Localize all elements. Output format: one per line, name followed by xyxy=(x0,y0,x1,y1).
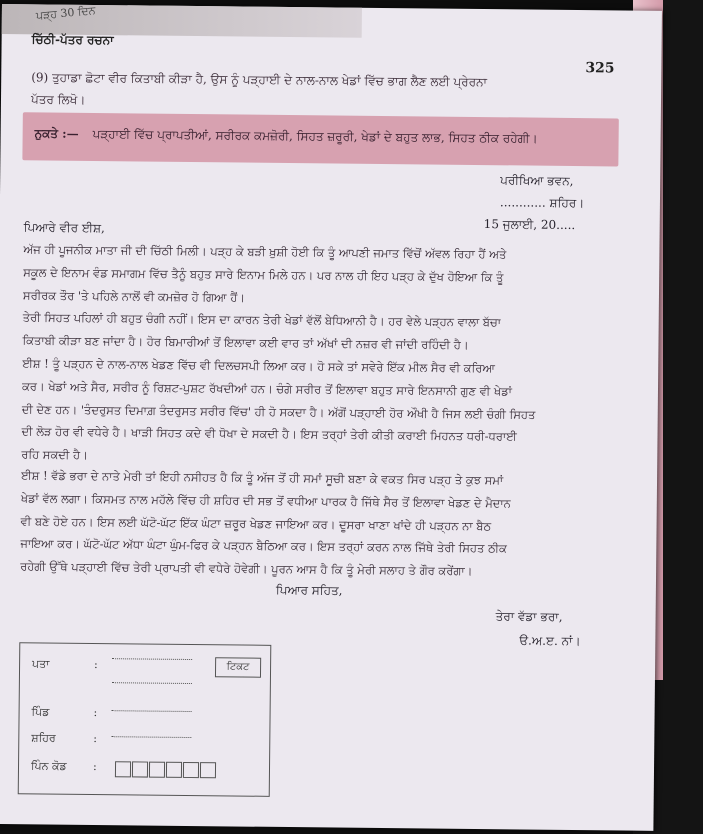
hint-label: ਨੁਕਤੇ :— xyxy=(34,126,79,141)
pin-digit-box xyxy=(183,762,199,778)
question-text: (9) ਤੁਹਾਡਾ ਛੋਟਾ ਵੀਰ ਕਿਤਾਬੀ ਕੀੜਾ ਹੈ, ਉਸ ਨੂੰ ਪੜ੍ਹਾਈ ਦੇ ਨਾਲ-ਨਾਲ ਖੇਡਾਂ ਵਿੱਚ ਭਾਗ ਲੈਣ ਲਈ ਪ੍ਰੇਰਨਾ xyxy=(31,70,488,90)
book-page xyxy=(0,4,662,831)
dotted-line xyxy=(112,710,192,712)
pin-digit-box xyxy=(149,762,165,778)
envelope-city-label: ਸ਼ਹਿਰ xyxy=(31,731,56,745)
paragraph-line: ਈਸ਼ ! ਤੂੰ ਪੜ੍ਹਨ ਦੇ ਨਾਲ-ਨਾਲ ਖੇਡਣ ਵਿੱਚ ਵੀ ਦਿਲਚਸਪੀ ਲਿਆ ਕਰ। ਹੋ ਸਕੇ ਤਾਂ ਸਵੇਰੇ ਇੱਕ ਮੀਲ ਸੈਰ ਵੀ ਕਰਿਆ xyxy=(22,356,495,376)
envelope-village-label: ਪਿੰਡ xyxy=(31,705,50,719)
page-number: 325 xyxy=(585,60,615,77)
section-title: ਚਿੱਠੀ-ਪੱਤਰ ਰਚਨਾ xyxy=(31,32,114,48)
closing-name: ੳ.ਅ.ੲ. ਨਾਂ। xyxy=(519,633,581,649)
envelope-box xyxy=(18,642,272,797)
colon: : xyxy=(92,759,97,774)
paragraph-line: ਤੇਰੀ ਸਿਹਤ ਪਹਿਲਾਂ ਹੀ ਬਹੁਤ ਚੰਗੀ ਨਹੀਂ। ਇਸ ਦਾ ਕਾਰਨ ਤੇਰੀ ਖੇਡਾਂ ਵੱਲੋਂ ਬੇਧਿਆਨੀ ਹੈ। ਹਰ ਵੇਲੇ ਪੜ੍ਹਨ ਵਾਲਾ ਬੱਚਾ xyxy=(22,310,502,330)
closing-brother: ਤੇਰਾ ਵੱਡਾ ਭਰਾ, xyxy=(495,609,563,624)
dotted-line xyxy=(112,682,192,684)
colon: : xyxy=(93,731,98,746)
dotted-line xyxy=(112,658,192,660)
paragraph-2 xyxy=(22,306,501,357)
question-text-cont: ਪੱਤਰ ਲਿਖੋ। xyxy=(30,92,86,107)
paragraph-1 xyxy=(23,238,507,311)
colon: : xyxy=(94,658,98,672)
pin-digit-box xyxy=(132,761,148,777)
colon: : xyxy=(93,705,98,720)
paragraph-line: ਕਿਤਾਬੀ ਕੀੜਾ ਬਣ ਜਾਂਦਾ ਹੈ। ਹੋਰ ਬਿਮਾਰੀਆਂ ਤੋਂ ਇਲਾਵਾ ਕਈ ਵਾਰ ਤਾਂ ਅੱਖਾਂ ਦੀ ਨਜ਼ਰ ਵੀ ਜਾਂਦੀ ਰਹਿੰਦੀ ਹੈ। xyxy=(22,333,469,352)
paragraph-line: ਵੀ ਬਣੇ ਹੋਏ ਹਨ। ਇਸ ਲਈ ਘੱਟੋ-ਘੱਟ ਇੱਕ ਘੰਟਾ ਜ਼ਰੂਰ ਖੇਡਣ ਜਾਇਆ ਕਰ। ਦੂਸਰਾ ਖਾਣਾ ਖਾਂਦੇ ਹੀ ਪੜ੍ਹਨ ਨਾ ਬੈਠ xyxy=(20,513,492,533)
paragraph-line: ਦੀ ਦੇਣ ਹਨ। 'ਤੰਦਰੁਸਤ ਦਿਮਾਗ਼ ਤੰਦਰੁਸਤ ਸਰੀਰ ਵਿੱਚ' ਹੀ ਹੋ ਸਕਦਾ ਹੈ। ਅੱਗੋਂ ਪੜ੍ਹਾਈ ਹੋਰ ਔਖੀ ਹੈ ਜਿਸ ਲਈ ਚੰਗੀ ਸਿਹਤ xyxy=(21,401,536,422)
pin-digit-box xyxy=(115,761,131,777)
paragraph-line: ਰਹੇਗੀ ਉੱਥੇ ਪੜ੍ਹਾਈ ਵਿੱਚ ਤੇਰੀ ਪ੍ਰਾਪਤੀ ਵੀ ਵਧੇਰੇ ਹੋਵੇਗੀ। ਪੂਰਨ ਆਸ ਹੈ ਕਿ ਤੂੰ ਮੇਰੀ ਸਲਾਹ ਤੇ ਗੌਰ ਕਰੇਂਗਾ। xyxy=(20,559,473,579)
paragraph-line: ਸਰੀਰਕ ਤੌਰ 'ਤੇ ਪਹਿਲੇ ਨਾਲੋਂ ਵੀ ਕਮਜ਼ੋਰ ਹੋ ਗਿਆ ਹੈਂ। xyxy=(22,287,246,305)
hint-box xyxy=(22,112,618,166)
dotted-line xyxy=(111,736,191,738)
paragraph-4 xyxy=(20,464,511,583)
envelope-address-label: ਪਤਾ xyxy=(32,657,50,671)
pin-digit-box xyxy=(166,762,182,778)
paragraph-line: ਰਹਿ ਸਕਦੀ ਹੈ। xyxy=(21,447,88,463)
stamp-box: ਟਿਕਟ xyxy=(215,657,261,677)
closing-love: ਪਿਆਰ ਸਹਿਤ, xyxy=(275,582,343,598)
envelope-pin-label: ਪਿੰਨ ਕੋਡ xyxy=(30,759,67,773)
paragraph-line: ਅੱਜ ਹੀ ਪੂਜਨੀਕ ਮਾਤਾ ਜੀ ਦੀ ਚਿੱਠੀ ਮਿਲੀ। ਪੜ੍ਹ ਕੇ ਬੜੀ ਖ਼ੁਸ਼ੀ ਹੋਈ ਕਿ ਤੂੰ ਆਪਣੀ ਜਮਾਤ ਵਿੱਚੋਂ ਅੱਵਲ ਰਿਹਾ ਹੈਂ ਅਤੇ xyxy=(23,242,507,262)
address-line-1: ਪਰੀਖਿਆ ਭਵਨ, xyxy=(500,173,574,188)
hint-text: ਪੜ੍ਹਾਈ ਵਿੱਚ ਪ੍ਰਾਪਤੀਆਂ, ਸਰੀਰਕ ਕਮਜ਼ੋਰੀ, ਸਿਹਤ ਜ਼ਰੂਰੀ, ਖੇਡਾਂ ਦੇ ਬਹੁਤ ਲਾਭ, ਸਿਹਤ ਠੀਕ ਰਹੇਗੀ। xyxy=(92,126,538,146)
pin-code-boxes xyxy=(115,761,217,778)
paragraph-line: ਜਾਇਆ ਕਰ। ਘੱਟੋ-ਘੱਟ ਅੱਧਾ ਘੰਟਾ ਘੁੰਮ-ਫਿਰ ਕੇ ਪੜ੍ਹਨ ਬੈਠਿਆ ਕਰ। ਇਸ ਤਰ੍ਹਾਂ ਕਰਨ ਨਾਲ ਜਿੱਥੇ ਤੇਰੀ ਸਿਹਤ ਠੀਕ xyxy=(20,536,507,556)
paragraph-line: ਖੇਡਾਂ ਵੱਲ ਲਗਾ। ਕਿਸਮਤ ਨਾਲ ਮਹੱਲੇ ਵਿੱਚ ਹੀ ਸ਼ਹਿਰ ਦੀ ਸਭ ਤੋਂ ਵਧੀਆ ਪਾਰਕ ਹੈ ਜਿੱਥੇ ਸੈਰ ਤੋਂ ਇਲਾਵਾ ਖੇਡਣ ਦੇ ਮੈਦਾਨ xyxy=(20,491,511,511)
paragraph-line: ਕਰ। ਖੇਡਾਂ ਅਤੇ ਸੈਰ, ਸਰੀਰ ਨੂੰ ਰਿਸ਼ਟ-ਪੁਸ਼ਟ ਰੱਖਦੀਆਂ ਹਨ। ਚੰਗੇ ਸਰੀਰ ਤੋਂ ਇਲਾਵਾ ਬਹੁਤ ਸਾਰੇ ਇਨਸਾਨੀ ਗੁਣ ਵੀ ਖੇਡਾਂ xyxy=(21,379,513,399)
paragraph-line: ਸਕੂਲ ਦੇ ਇਨਾਮ ਵੰਡ ਸਮਾਗਮ ਵਿੱਚ ਤੈਨੂੰ ਬਹੁਤ ਸਾਰੇ ਇਨਾਮ ਮਿਲੇ ਹਨ। ਪਰ ਨਾਲ ਹੀ ਇਹ ਪੜ੍ਹ ਕੇ ਦੁੱਖ ਹੋਇਆ ਕਿ ਤੂੰ xyxy=(23,265,504,285)
address-line-2: ............ ਸ਼ਹਿਰ। xyxy=(499,195,585,211)
paragraph-line: ਈਸ਼ ! ਵੱਡੇ ਭਰਾ ਦੇ ਨਾਤੇ ਮੇਰੀ ਤਾਂ ਇਹੀ ਨਸੀਹਤ ਹੈ ਕਿ ਤੂੰ ਅੱਜ ਤੋਂ ਹੀ ਸਮਾਂ ਸੂਚੀ ਬਣਾ ਕੇ ਵਕਤ ਸਿਰ ਪੜ੍ਹ ਤੇ ਕੁਝ ਸਮਾਂ xyxy=(20,468,504,488)
letter-date: 15 ਜੁਲਾਈ, 20..... xyxy=(483,217,576,233)
pin-digit-box xyxy=(200,762,216,778)
tab-label: ਪੜ੍ਹ 30 ਦਿਨ xyxy=(35,3,97,23)
paragraph-line: ਦੀ ਲੋੜ ਹੋਰ ਵੀ ਵਧੇਰੇ ਹੈ। ਖਾੜੀ ਸਿਹਤ ਕਦੇ ਵੀ ਧੋਖਾ ਦੇ ਸਕਦੀ ਹੈ। ਇਸ ਤਰ੍ਹਾਂ ਤੇਰੀ ਕੀਤੀ ਕਰਾਈ ਮਿਹਨਤ ਧਰੀ-ਧਰਾਈ xyxy=(21,424,517,444)
salutation: ਪਿਆਰੇ ਵੀਰ ਈਸ਼, xyxy=(23,220,105,236)
paragraph-3 xyxy=(21,352,536,471)
